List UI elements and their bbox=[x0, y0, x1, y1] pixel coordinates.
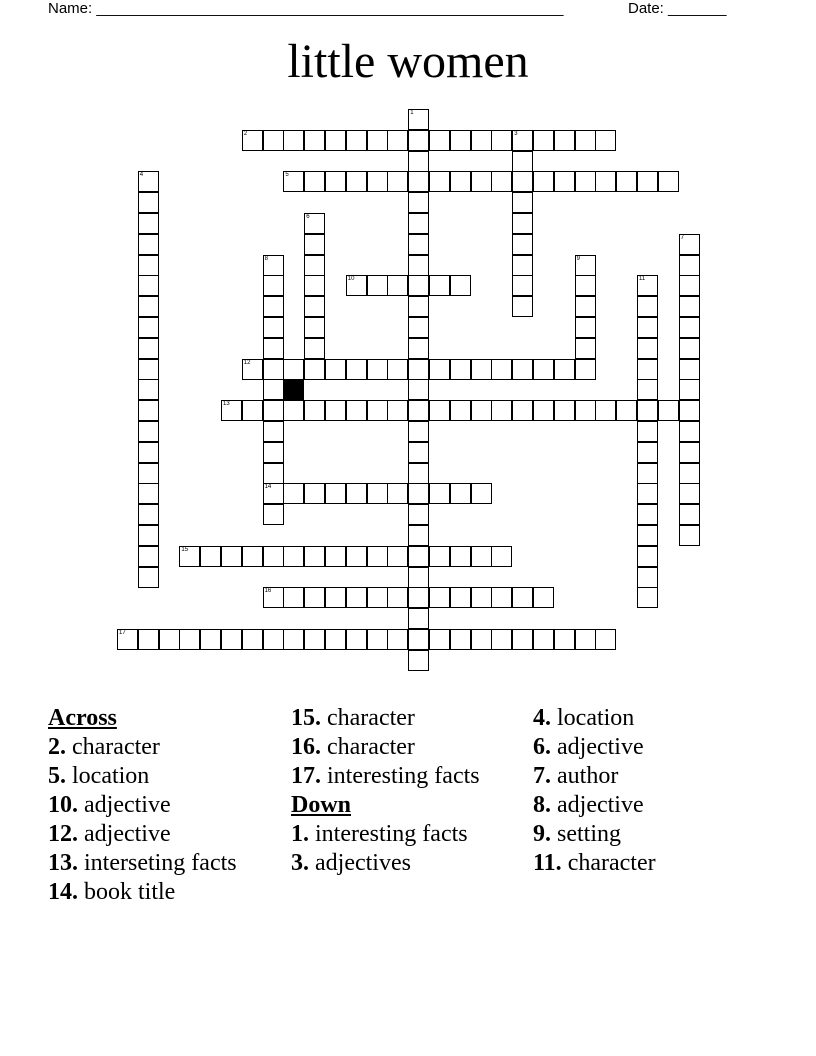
grid-cell[interactable] bbox=[408, 567, 429, 588]
grid-cell[interactable] bbox=[679, 275, 700, 296]
grid-cell[interactable] bbox=[408, 650, 429, 671]
grid-cell[interactable] bbox=[283, 171, 304, 192]
grid-cell[interactable] bbox=[387, 546, 408, 567]
grid-cell[interactable] bbox=[512, 359, 533, 380]
puzzle-title: little women bbox=[287, 35, 529, 88]
grid-cell[interactable] bbox=[138, 359, 159, 380]
grid-cell[interactable] bbox=[491, 171, 512, 192]
grid-cell[interactable] bbox=[408, 171, 429, 192]
clue-across-12: 12. adjective bbox=[48, 821, 171, 847]
grid-cell[interactable] bbox=[408, 213, 429, 234]
grid-cell[interactable] bbox=[179, 546, 200, 567]
grid-cell[interactable] bbox=[471, 546, 492, 567]
grid-cell[interactable] bbox=[221, 400, 242, 421]
grid-cell[interactable] bbox=[512, 151, 533, 172]
grid-cell[interactable] bbox=[408, 483, 429, 504]
clue-down-4: 4. location bbox=[533, 705, 635, 731]
cell-number: 17 bbox=[119, 630, 126, 636]
grid-cell[interactable] bbox=[658, 171, 679, 192]
grid-cell[interactable] bbox=[637, 525, 658, 546]
grid-cell[interactable] bbox=[346, 587, 367, 608]
grid-cell[interactable] bbox=[346, 400, 367, 421]
grid-cell[interactable] bbox=[408, 130, 429, 151]
grid-cell[interactable] bbox=[637, 546, 658, 567]
grid-cell[interactable] bbox=[367, 629, 388, 650]
grid-cell[interactable] bbox=[679, 442, 700, 463]
grid-cell[interactable] bbox=[346, 171, 367, 192]
grid-cell[interactable] bbox=[138, 400, 159, 421]
cell-number: 11 bbox=[639, 276, 646, 283]
grid-cell[interactable] bbox=[408, 151, 429, 172]
grid-cell[interactable] bbox=[491, 629, 512, 650]
grid-cell[interactable] bbox=[408, 192, 429, 213]
grid-cell[interactable] bbox=[575, 171, 596, 192]
grid-cell[interactable] bbox=[679, 400, 700, 421]
cell-number: 5 bbox=[285, 172, 289, 179]
clue-down-6: 6. adjective bbox=[533, 734, 644, 760]
grid-cell[interactable] bbox=[325, 130, 346, 151]
grid-cell[interactable] bbox=[429, 359, 450, 380]
grid-cell[interactable] bbox=[283, 130, 304, 151]
grid-cell[interactable] bbox=[138, 192, 159, 213]
grid-cell[interactable] bbox=[346, 130, 367, 151]
grid-cell[interactable] bbox=[367, 483, 388, 504]
grid-cell[interactable] bbox=[304, 234, 325, 255]
clue-across-5: 5. location bbox=[48, 763, 150, 789]
grid-cell[interactable] bbox=[138, 275, 159, 296]
grid-cell[interactable] bbox=[263, 317, 284, 338]
grid-cell[interactable] bbox=[283, 546, 304, 567]
grid-cell[interactable] bbox=[325, 587, 346, 608]
grid-cell[interactable] bbox=[679, 463, 700, 484]
grid-cell[interactable] bbox=[242, 629, 263, 650]
grid-cell[interactable] bbox=[263, 629, 284, 650]
grid-cell[interactable] bbox=[491, 130, 512, 151]
grid-cell[interactable] bbox=[637, 442, 658, 463]
grid-cell[interactable] bbox=[512, 400, 533, 421]
grid-cell[interactable] bbox=[575, 296, 596, 317]
grid-cell[interactable] bbox=[533, 629, 554, 650]
across-heading: Across bbox=[48, 705, 117, 731]
grid-cell[interactable] bbox=[387, 359, 408, 380]
grid-cell[interactable] bbox=[325, 171, 346, 192]
grid-cell[interactable] bbox=[533, 130, 554, 151]
grid-cell[interactable] bbox=[679, 296, 700, 317]
grid-cell[interactable] bbox=[263, 504, 284, 525]
grid-cell[interactable] bbox=[263, 275, 284, 296]
grid-cell[interactable] bbox=[408, 442, 429, 463]
grid-cell[interactable] bbox=[471, 130, 492, 151]
grid-cell[interactable] bbox=[263, 379, 284, 400]
grid-cell[interactable] bbox=[263, 338, 284, 359]
grid-cell[interactable] bbox=[367, 171, 388, 192]
grid-cell[interactable] bbox=[408, 504, 429, 525]
grid-cell[interactable] bbox=[429, 171, 450, 192]
grid-cell[interactable] bbox=[491, 400, 512, 421]
grid-cell[interactable] bbox=[616, 400, 637, 421]
grid-cell[interactable] bbox=[138, 379, 159, 400]
grid-cell[interactable] bbox=[450, 400, 471, 421]
grid-cell[interactable] bbox=[408, 608, 429, 629]
grid-cell[interactable] bbox=[138, 171, 159, 192]
grid-cell[interactable] bbox=[450, 483, 471, 504]
grid-cell[interactable] bbox=[554, 629, 575, 650]
grid-cell[interactable] bbox=[637, 379, 658, 400]
grid-cell[interactable] bbox=[304, 317, 325, 338]
clue-across-15: 15. character bbox=[291, 705, 415, 731]
grid-cell[interactable] bbox=[367, 275, 388, 296]
grid-cell[interactable] bbox=[450, 629, 471, 650]
grid-cell[interactable] bbox=[512, 255, 533, 276]
grid-cell[interactable] bbox=[554, 171, 575, 192]
grid-cell[interactable] bbox=[575, 275, 596, 296]
cell-number: 15 bbox=[181, 546, 189, 553]
grid-cell[interactable] bbox=[242, 130, 263, 151]
grid-cell[interactable] bbox=[304, 546, 325, 567]
grid-cell[interactable] bbox=[408, 109, 429, 130]
grid-cell[interactable] bbox=[242, 400, 263, 421]
grid-cell[interactable] bbox=[637, 317, 658, 338]
grid-cell[interactable] bbox=[408, 629, 429, 650]
grid-cell[interactable] bbox=[179, 629, 200, 650]
grid-cell[interactable] bbox=[346, 275, 367, 296]
date-line[interactable]: Date: _______ bbox=[628, 0, 727, 17]
grid-cell[interactable] bbox=[679, 483, 700, 504]
grid-cell[interactable] bbox=[471, 587, 492, 608]
grid-cell[interactable] bbox=[637, 296, 658, 317]
grid-cell[interactable] bbox=[679, 504, 700, 525]
clue-down-3: 3. adjectives bbox=[291, 850, 411, 876]
clue-across-13: 13. interseting facts bbox=[48, 850, 237, 876]
grid-cell[interactable] bbox=[491, 546, 512, 567]
grid-cell[interactable] bbox=[408, 338, 429, 359]
grid-cell[interactable] bbox=[491, 587, 512, 608]
cell-number: 14 bbox=[264, 484, 272, 491]
clue-column-1 bbox=[48, 704, 278, 907]
name-line[interactable]: Name: ________________________________________________________ bbox=[48, 0, 564, 17]
grid-cell[interactable] bbox=[408, 421, 429, 442]
grid-cell[interactable] bbox=[595, 171, 616, 192]
grid-cell[interactable] bbox=[138, 567, 159, 588]
grid-cell[interactable] bbox=[554, 130, 575, 151]
grid-cell[interactable] bbox=[304, 400, 325, 421]
grid-cell[interactable] bbox=[512, 213, 533, 234]
grid-cell[interactable] bbox=[679, 359, 700, 380]
grid-cell[interactable] bbox=[533, 359, 554, 380]
grid-cell[interactable] bbox=[575, 255, 596, 276]
clue-down-7: 7. author bbox=[533, 763, 619, 789]
grid-cell[interactable] bbox=[304, 483, 325, 504]
grid-cell[interactable] bbox=[554, 400, 575, 421]
grid-cell[interactable] bbox=[387, 483, 408, 504]
clue-down-1: 1. interesting facts bbox=[291, 821, 468, 847]
grid-cell[interactable] bbox=[263, 400, 284, 421]
cell-number: 6 bbox=[306, 214, 310, 220]
grid-cell[interactable] bbox=[325, 546, 346, 567]
grid-cell[interactable] bbox=[679, 255, 700, 276]
clue-across-2: 2. character bbox=[48, 734, 160, 760]
clue-across-17: 17. interesting facts bbox=[291, 763, 480, 789]
grid-cell[interactable] bbox=[304, 275, 325, 296]
grid-cell[interactable] bbox=[367, 359, 388, 380]
grid-cell[interactable] bbox=[512, 171, 533, 192]
grid-cell[interactable] bbox=[575, 130, 596, 151]
grid-cell[interactable] bbox=[450, 275, 471, 296]
grid-cell[interactable] bbox=[263, 546, 284, 567]
grid-cell[interactable] bbox=[512, 296, 533, 317]
grid-cell[interactable] bbox=[387, 275, 408, 296]
cell-number: 7 bbox=[680, 234, 684, 241]
grid-cell[interactable] bbox=[450, 587, 471, 608]
grid-cell[interactable] bbox=[575, 400, 596, 421]
grid-cell[interactable] bbox=[637, 421, 658, 442]
grid-cell[interactable] bbox=[429, 546, 450, 567]
grid-cell[interactable] bbox=[242, 546, 263, 567]
grid-cell[interactable] bbox=[471, 171, 492, 192]
grid-cell[interactable] bbox=[367, 587, 388, 608]
grid-cell[interactable] bbox=[471, 359, 492, 380]
grid-cell[interactable] bbox=[679, 234, 700, 255]
grid-cell[interactable] bbox=[283, 629, 304, 650]
grid-cell[interactable] bbox=[346, 483, 367, 504]
grid-cell[interactable] bbox=[637, 338, 658, 359]
grid-cell[interactable] bbox=[263, 296, 284, 317]
grid-cell[interactable] bbox=[408, 296, 429, 317]
grid-cell[interactable] bbox=[595, 629, 616, 650]
grid-cell[interactable] bbox=[138, 629, 159, 650]
grid-cell[interactable] bbox=[200, 546, 221, 567]
grid-cell[interactable] bbox=[512, 234, 533, 255]
grid-cell[interactable] bbox=[408, 546, 429, 567]
grid-cell[interactable] bbox=[138, 317, 159, 338]
grid-cell[interactable] bbox=[263, 587, 284, 608]
cell-number: 13 bbox=[223, 401, 230, 408]
cell-number: 1 bbox=[410, 110, 414, 116]
grid-cell[interactable] bbox=[263, 463, 284, 484]
grid-cell[interactable] bbox=[346, 546, 367, 567]
grid-cell[interactable] bbox=[637, 359, 658, 380]
grid-cell[interactable] bbox=[138, 296, 159, 317]
grid-cell[interactable] bbox=[367, 546, 388, 567]
grid-cell[interactable] bbox=[263, 255, 284, 276]
grid-cell[interactable] bbox=[304, 171, 325, 192]
grid-cell[interactable] bbox=[408, 400, 429, 421]
grid-cell[interactable] bbox=[450, 171, 471, 192]
grid-block bbox=[283, 379, 304, 400]
grid-cell[interactable] bbox=[408, 234, 429, 255]
grid-cell[interactable] bbox=[159, 629, 180, 650]
grid-cell[interactable] bbox=[512, 192, 533, 213]
grid-cell[interactable] bbox=[346, 629, 367, 650]
grid-cell[interactable] bbox=[533, 400, 554, 421]
grid-cell[interactable] bbox=[263, 421, 284, 442]
cell-number: 8 bbox=[264, 255, 268, 262]
grid-cell[interactable] bbox=[263, 130, 284, 151]
grid-cell[interactable] bbox=[263, 483, 284, 504]
grid-cell[interactable] bbox=[367, 400, 388, 421]
grid-cell[interactable] bbox=[117, 629, 138, 650]
grid-cell[interactable] bbox=[679, 525, 700, 546]
grid-cell[interactable] bbox=[512, 629, 533, 650]
grid-cell[interactable] bbox=[408, 525, 429, 546]
cell-number: 4 bbox=[139, 172, 144, 179]
grid-cell[interactable] bbox=[242, 359, 263, 380]
grid-cell[interactable] bbox=[263, 442, 284, 463]
grid-cell[interactable] bbox=[138, 234, 159, 255]
grid-cell[interactable] bbox=[679, 338, 700, 359]
grid-cell[interactable] bbox=[450, 130, 471, 151]
grid-cell[interactable] bbox=[138, 338, 159, 359]
grid-cell[interactable] bbox=[283, 587, 304, 608]
grid-cell[interactable] bbox=[138, 525, 159, 546]
grid-cell[interactable] bbox=[595, 400, 616, 421]
grid-cell[interactable] bbox=[387, 171, 408, 192]
grid-cell[interactable] bbox=[679, 421, 700, 442]
grid-cell[interactable] bbox=[304, 296, 325, 317]
grid-cell[interactable] bbox=[283, 359, 304, 380]
grid-cell[interactable] bbox=[387, 130, 408, 151]
grid-cell[interactable] bbox=[408, 317, 429, 338]
grid-cell[interactable] bbox=[637, 463, 658, 484]
grid-cell[interactable] bbox=[304, 213, 325, 234]
grid-cell[interactable] bbox=[304, 255, 325, 276]
grid-cell[interactable] bbox=[408, 275, 429, 296]
grid-cell[interactable] bbox=[221, 546, 242, 567]
grid-cell[interactable] bbox=[450, 546, 471, 567]
cell-number: 10 bbox=[347, 276, 355, 283]
grid-cell[interactable] bbox=[637, 171, 658, 192]
grid-cell[interactable] bbox=[429, 400, 450, 421]
grid-cell[interactable] bbox=[304, 587, 325, 608]
grid-cell[interactable] bbox=[491, 359, 512, 380]
grid-cell[interactable] bbox=[408, 587, 429, 608]
grid-cell[interactable] bbox=[387, 400, 408, 421]
grid-cell[interactable] bbox=[679, 379, 700, 400]
grid-cell[interactable] bbox=[575, 359, 596, 380]
clue-column-3 bbox=[533, 704, 763, 878]
clue-across-14: 14. book title bbox=[48, 879, 176, 905]
grid-cell[interactable] bbox=[304, 338, 325, 359]
grid-cell[interactable] bbox=[408, 359, 429, 380]
grid-cell[interactable] bbox=[512, 130, 533, 151]
cell-number: 12 bbox=[243, 359, 251, 366]
grid-cell[interactable] bbox=[200, 629, 221, 650]
grid-cell[interactable] bbox=[304, 130, 325, 151]
grid-cell[interactable] bbox=[138, 255, 159, 276]
grid-cell[interactable] bbox=[637, 504, 658, 525]
grid-cell[interactable] bbox=[304, 629, 325, 650]
grid-cell[interactable] bbox=[575, 629, 596, 650]
grid-cell[interactable] bbox=[325, 629, 346, 650]
grid-cell[interactable] bbox=[408, 379, 429, 400]
cell-number: 2 bbox=[243, 130, 248, 137]
clue-down-8: 8. adjective bbox=[533, 792, 644, 818]
grid-cell[interactable] bbox=[138, 504, 159, 525]
grid-cell[interactable] bbox=[575, 338, 596, 359]
grid-cell[interactable] bbox=[283, 400, 304, 421]
grid-cell[interactable] bbox=[346, 359, 367, 380]
grid-cell[interactable] bbox=[387, 629, 408, 650]
grid-cell[interactable] bbox=[533, 171, 554, 192]
grid-cell[interactable] bbox=[408, 463, 429, 484]
clue-down-11: 11. character bbox=[533, 850, 656, 876]
grid-cell[interactable] bbox=[658, 400, 679, 421]
grid-cell[interactable] bbox=[387, 587, 408, 608]
grid-cell[interactable] bbox=[533, 587, 554, 608]
grid-cell[interactable] bbox=[138, 213, 159, 234]
grid-cell[interactable] bbox=[637, 587, 658, 608]
grid-cell[interactable] bbox=[429, 130, 450, 151]
grid-cell[interactable] bbox=[429, 483, 450, 504]
cell-number: 9 bbox=[576, 255, 580, 262]
grid-cell[interactable] bbox=[138, 421, 159, 442]
grid-cell[interactable] bbox=[221, 629, 242, 650]
clue-column-2 bbox=[291, 704, 521, 878]
grid-cell[interactable] bbox=[512, 587, 533, 608]
grid-cell[interactable] bbox=[138, 442, 159, 463]
cell-number: 16 bbox=[264, 588, 272, 595]
grid-cell[interactable] bbox=[637, 567, 658, 588]
grid-cell[interactable] bbox=[471, 483, 492, 504]
clue-across-16: 16. character bbox=[291, 734, 415, 760]
grid-cell[interactable] bbox=[138, 463, 159, 484]
grid-cell[interactable] bbox=[429, 275, 450, 296]
grid-cell[interactable] bbox=[450, 359, 471, 380]
clue-across-10: 10. adjective bbox=[48, 792, 171, 818]
grid-cell[interactable] bbox=[637, 483, 658, 504]
grid-cell[interactable] bbox=[283, 483, 304, 504]
grid-cell[interactable] bbox=[471, 400, 492, 421]
grid-cell[interactable] bbox=[637, 275, 658, 296]
grid-cell[interactable] bbox=[575, 317, 596, 338]
down-heading: Down bbox=[291, 792, 352, 818]
clue-down-9: 9. setting bbox=[533, 821, 621, 847]
grid-cell[interactable] bbox=[325, 359, 346, 380]
grid-cell[interactable] bbox=[263, 359, 284, 380]
grid-cell[interactable] bbox=[429, 587, 450, 608]
grid-cell[interactable] bbox=[637, 400, 658, 421]
grid-cell[interactable] bbox=[138, 483, 159, 504]
grid-cell[interactable] bbox=[367, 130, 388, 151]
grid-cell[interactable] bbox=[304, 359, 325, 380]
grid-cell[interactable] bbox=[679, 317, 700, 338]
grid-cell[interactable] bbox=[512, 275, 533, 296]
grid-cell[interactable] bbox=[138, 546, 159, 567]
grid-cell[interactable] bbox=[616, 171, 637, 192]
grid-cell[interactable] bbox=[325, 400, 346, 421]
grid-cell[interactable] bbox=[408, 255, 429, 276]
grid-cell[interactable] bbox=[429, 629, 450, 650]
grid-cell[interactable] bbox=[325, 483, 346, 504]
grid-cell[interactable] bbox=[554, 359, 575, 380]
grid-cell[interactable] bbox=[471, 629, 492, 650]
grid-cell[interactable] bbox=[595, 130, 616, 151]
cell-number: 3 bbox=[514, 130, 518, 137]
